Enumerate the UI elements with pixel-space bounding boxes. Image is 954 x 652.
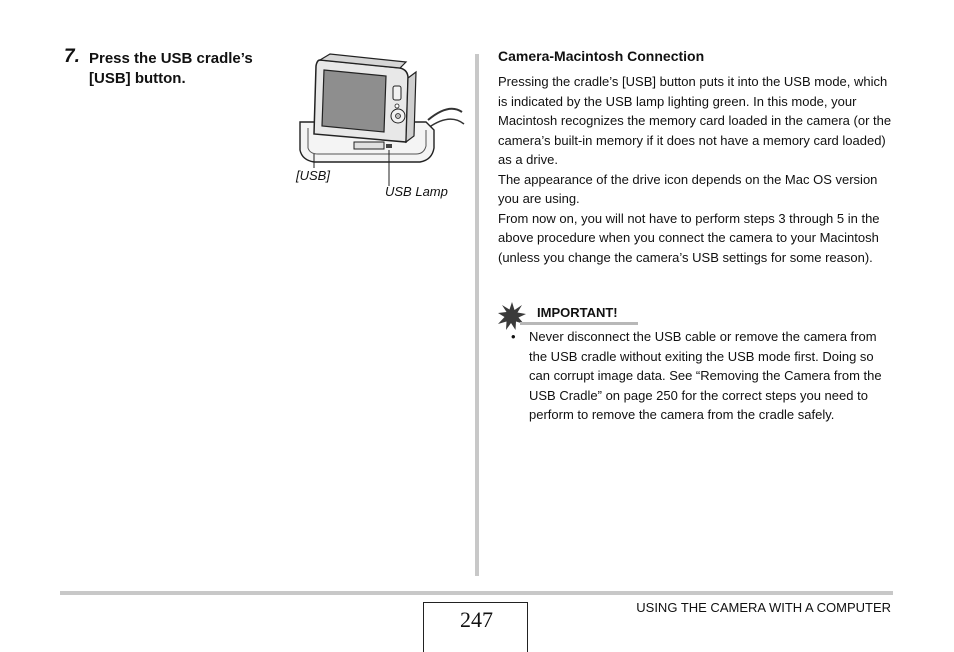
- important-bullet-list: [511, 327, 896, 425]
- bullet-icon: •: [511, 329, 516, 344]
- page-number: 247: [460, 607, 493, 632]
- section-heading: Camera-Macintosh Connection: [498, 48, 705, 64]
- list-item: [511, 327, 896, 425]
- important-label: IMPORTANT!: [537, 305, 618, 320]
- burst-icon: [498, 302, 526, 330]
- column-divider: [475, 54, 479, 576]
- paragraph: Pressing the cradle’s [USB] button puts it into the USB mode, which is indicated by the USB lamp lighting green. In this mode, your Macintosh recognizes the memory card loaded in the camera (or the camera’s built-in memory if it does not have a memory card loaded) as a drive.: [498, 74, 892, 167]
- list-item-text: Never disconnect the USB cable or remove the camera from the USB cradle without exiting the USB mode first. Doing so can corrupt image data. See “Removing the Camera from the USB Cradle” on page 250 for the correct steps you need to perform to remove the camera from the cradle safely.: [529, 329, 882, 422]
- footer-section-title: USING THE CAMERA WITH A COMPUTER: [636, 600, 891, 615]
- step-number: 7.: [64, 46, 80, 67]
- important-underline: [520, 322, 638, 325]
- page-number-box: [423, 602, 528, 652]
- section-body: [498, 72, 898, 267]
- paragraph: The appearance of the drive icon depends on the Mac OS version you are using.: [498, 171, 878, 206]
- usb-button-label: [USB]: [296, 168, 330, 183]
- step-instruction: Press the USB cradle’s [USB] button.: [89, 50, 253, 87]
- usb-lamp-label: USB Lamp: [385, 184, 448, 199]
- footer-rule: [60, 591, 893, 595]
- paragraph: From now on, you will not have to perform steps 3 through 5 in the above procedure when you connect the camera to your Macintosh (unless you change the camera’s USB settings for some reason).: [498, 210, 880, 265]
